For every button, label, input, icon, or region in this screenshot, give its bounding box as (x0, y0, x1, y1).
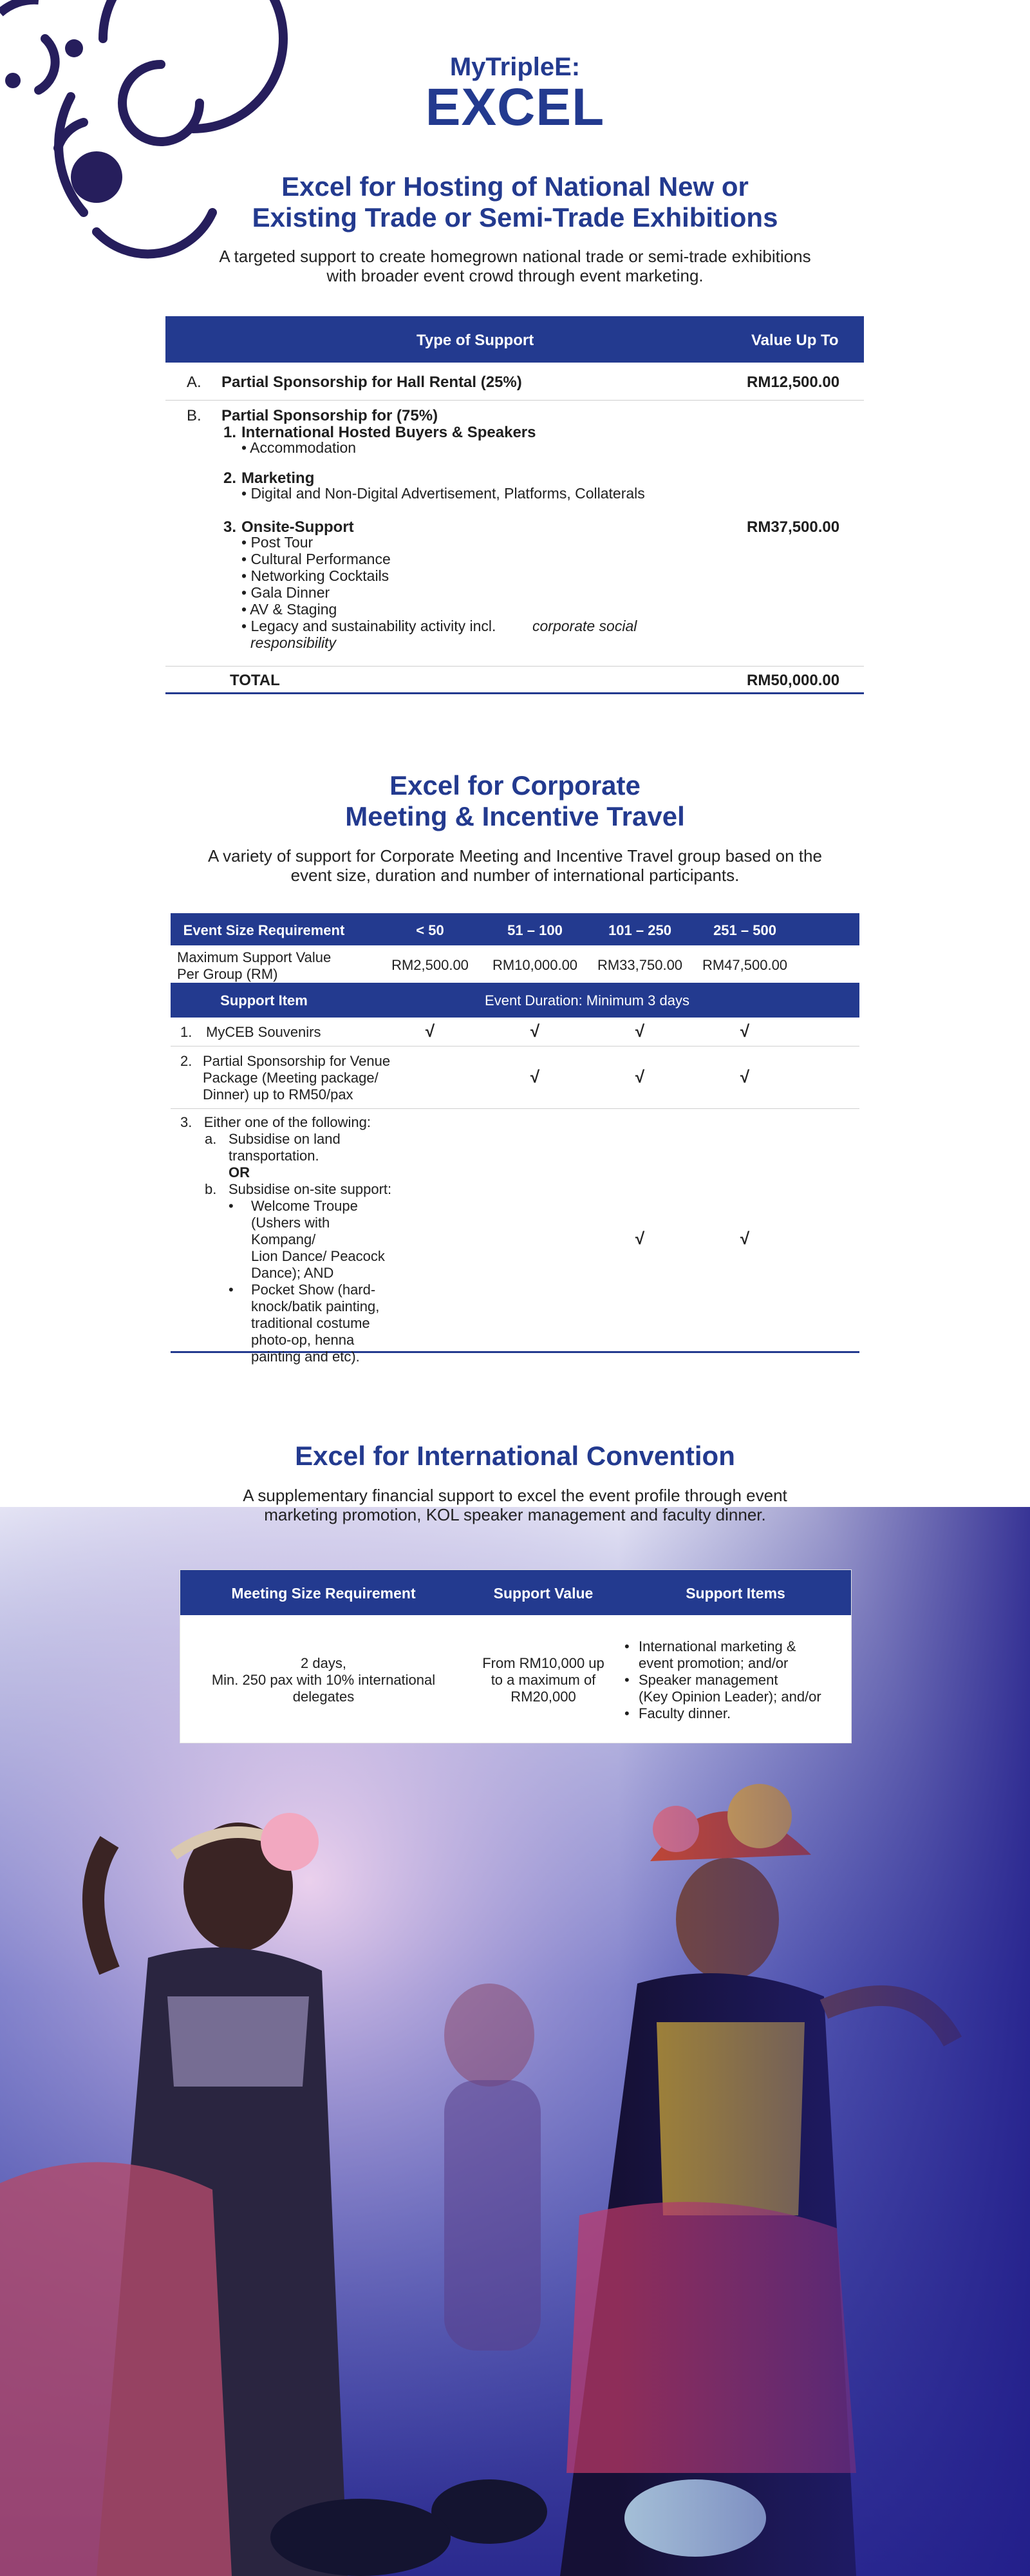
support-value (467, 1655, 620, 1705)
exhibition-support-table (165, 316, 864, 694)
item-title: Marketing (241, 469, 315, 487)
csr-text: responsibility (250, 634, 336, 651)
item-bullet: • Networking Cocktails (241, 567, 389, 584)
item-number: 3. (223, 518, 237, 536)
section3-lead (161, 1486, 869, 1524)
max-support-label-line1: Maximum Support Value (177, 949, 332, 965)
total-value: RM50,000.00 (747, 672, 840, 689)
item-bullet: • Digital and Non-Digital Advertisement, Platforms, Collaterals (241, 485, 645, 502)
tick-101-250: √ (635, 1021, 645, 1041)
row-label: Partial Sponsorship for Hall Rental (25%) (221, 374, 522, 391)
section2-lead (161, 846, 869, 885)
item-text-line: Package (Meeting package/ (203, 1070, 379, 1086)
item-text-line: Dinner) up to RM50/pax (203, 1086, 353, 1103)
item-number: 2. (223, 469, 237, 487)
total-label: TOTAL (230, 672, 280, 689)
meeting-size-line: 2 days, (301, 1655, 346, 1671)
support-row-1 (171, 1018, 859, 1046)
support-row-2 (171, 1046, 859, 1109)
tick-101-250: √ (635, 1229, 645, 1248)
max-support-label (177, 949, 331, 983)
tick-251-500: √ (740, 1229, 750, 1248)
meeting-size-line: Min. 250 pax with 10% international (211, 1672, 436, 1688)
item-text-line: Partial Sponsorship for Venue (203, 1053, 391, 1069)
decorative-circles-graphic (0, 0, 303, 277)
section1-lead-line1: A targeted support to create homegrown national trade or semi-trade exhibitions (219, 247, 811, 266)
support-value-line: From RM10,000 up (482, 1655, 604, 1671)
bullet: • (624, 1638, 630, 1654)
tick-51-100: √ (530, 1067, 540, 1086)
tick-251-500: √ (740, 1021, 750, 1041)
col-type-of-support: Type of Support (417, 332, 534, 349)
item-bullet: • AV & Staging (241, 601, 337, 618)
item-bullet: • Legacy and sustainability activity incl. (241, 618, 496, 634)
item-title: International Hosted Buyers & Speakers (241, 424, 536, 441)
support-item-line: Faculty dinner. (639, 1705, 731, 1721)
col-lt-50: < 50 (416, 922, 444, 938)
item-number: 2. (180, 1053, 192, 1069)
row-label: Partial Sponsorship for (75%) (221, 407, 438, 424)
row-value: RM12,500.00 (747, 374, 840, 391)
table-row-b (165, 401, 864, 667)
item-bullet: • Cultural Performance (241, 551, 391, 567)
bullet: • (624, 1705, 630, 1721)
tick-251-500: √ (740, 1067, 750, 1086)
section2-title (0, 770, 1030, 832)
international-convention-table (180, 1570, 851, 1743)
section2-lead-line1: A variety of support for Corporate Meeting and Incentive Travel group based on the (208, 846, 822, 866)
col-event-size: Event Size Requirement (183, 922, 345, 938)
table-row-a (165, 363, 864, 401)
support-item-line: event promotion; and/or (639, 1655, 789, 1671)
support-item-line: (Key Opinion Leader); and/or (639, 1689, 821, 1705)
support-value-line: RM20,000 (510, 1689, 576, 1705)
item-number: 1. (223, 424, 237, 441)
option-letter: a. (205, 1131, 217, 1147)
sub-item-line: Welcome Troupe (251, 1198, 358, 1214)
section1-title-line1: Excel for Hosting of National New or (281, 171, 749, 202)
col-251-500: 251 – 500 (713, 922, 776, 938)
brand-title: EXCEL (425, 78, 605, 137)
section2-title-line2: Meeting & Incentive Travel (345, 801, 685, 831)
item-intro: Either one of the following: (203, 1114, 371, 1130)
sub-item-line: painting and etc). (251, 1349, 360, 1365)
section1-lead (161, 247, 869, 285)
item-3-content (180, 1114, 393, 1365)
support-item-label: Support Item (220, 992, 308, 1009)
item-number: 1. (180, 1024, 192, 1040)
tick-101-250: √ (635, 1067, 645, 1086)
max-support-row (171, 945, 859, 983)
item-bullet: • Accommodation (241, 439, 357, 456)
section1-lead-line2: with broader event crowd through event marketing. (326, 266, 704, 285)
or-label: OR (229, 1164, 250, 1180)
item-number: 3. (180, 1114, 192, 1130)
meeting-size-value (180, 1655, 467, 1705)
sub-item-line: traditional costume (251, 1315, 370, 1331)
sub-item-line: Pocket Show (hard- (251, 1282, 376, 1298)
row-letter: B. (187, 407, 201, 424)
table-header (180, 1570, 851, 1615)
table-header (165, 316, 864, 363)
section1-title (0, 171, 1030, 233)
support-item-line: Speaker management (639, 1672, 778, 1688)
row-value: RM37,500.00 (747, 518, 840, 536)
event-duration-label: Event Duration: Minimum 3 days (485, 992, 689, 1009)
support-item-line: International marketing & (639, 1638, 796, 1654)
item-bullet: • Post Tour (241, 534, 314, 551)
col-support-value: Support Value (493, 1585, 594, 1602)
section1-title-line2: Existing Trade or Semi-Trade Exhibitions (252, 202, 778, 232)
col-51-100: 51 – 100 (507, 922, 563, 938)
csr-text: corporate social (532, 618, 637, 634)
item-title: Onsite-Support (241, 518, 354, 536)
section3-title: Excel for International Convention (295, 1441, 735, 1471)
max-value-101-250: RM33,750.00 (597, 957, 683, 973)
sub-item-line: knock/batik painting, (251, 1298, 380, 1314)
option-a-line: transportation. (229, 1148, 319, 1164)
item-text (203, 1053, 390, 1103)
support-item-header (171, 983, 859, 1018)
support-row-3 (171, 1109, 859, 1365)
support-value-line: to a maximum of (491, 1672, 596, 1688)
max-support-label-line2: Per Group (RM) (177, 966, 278, 982)
section3-lead-line2: marketing promotion, KOL speaker management and faculty dinner. (264, 1505, 766, 1524)
option-a-line: Subsidise on land (229, 1131, 341, 1147)
brand-subtitle: MyTripleE: (449, 53, 581, 81)
col-meeting-size: Meeting Size Requirement (231, 1585, 416, 1602)
col-support-items: Support Items (686, 1585, 785, 1602)
sub-item-line: photo-op, henna (251, 1332, 355, 1348)
max-value-51-100: RM10,000.00 (492, 957, 578, 973)
row-letter: A. (187, 374, 201, 391)
sub-item-line: Dance); AND (251, 1265, 334, 1281)
table-total-row (165, 667, 864, 694)
tick-51-100: √ (530, 1021, 540, 1041)
support-items-list (624, 1638, 847, 1722)
sub-item-line: Lion Dance/ Peacock (251, 1248, 385, 1264)
option-b-line: Subsidise on-site support: (229, 1181, 392, 1197)
table-header (171, 913, 859, 945)
max-value-251-500: RM47,500.00 (702, 957, 788, 973)
bullet: • (229, 1198, 234, 1214)
section2-title-line1: Excel for Corporate (389, 770, 641, 800)
option-letter: b. (205, 1181, 217, 1197)
col-101-250: 101 – 250 (608, 922, 671, 938)
col-value-up-to: Value Up To (751, 332, 839, 349)
item-bullet: • Gala Dinner (241, 584, 330, 601)
incentive-travel-table (171, 913, 859, 1365)
bullet: • (624, 1672, 630, 1688)
section3-lead-line1: A supplementary financial support to excel the event profile through event (243, 1486, 787, 1505)
max-value-lt-50: RM2,500.00 (391, 957, 469, 973)
sub-item-line: (Ushers with Kompang/ (251, 1215, 330, 1247)
section2-lead-line2: event size, duration and number of international participants. (290, 866, 740, 885)
item-text: MyCEB Souvenirs (206, 1024, 321, 1040)
meeting-size-line: delegates (292, 1689, 355, 1705)
tick-lt-50: √ (425, 1021, 435, 1041)
bullet: • (229, 1282, 234, 1298)
